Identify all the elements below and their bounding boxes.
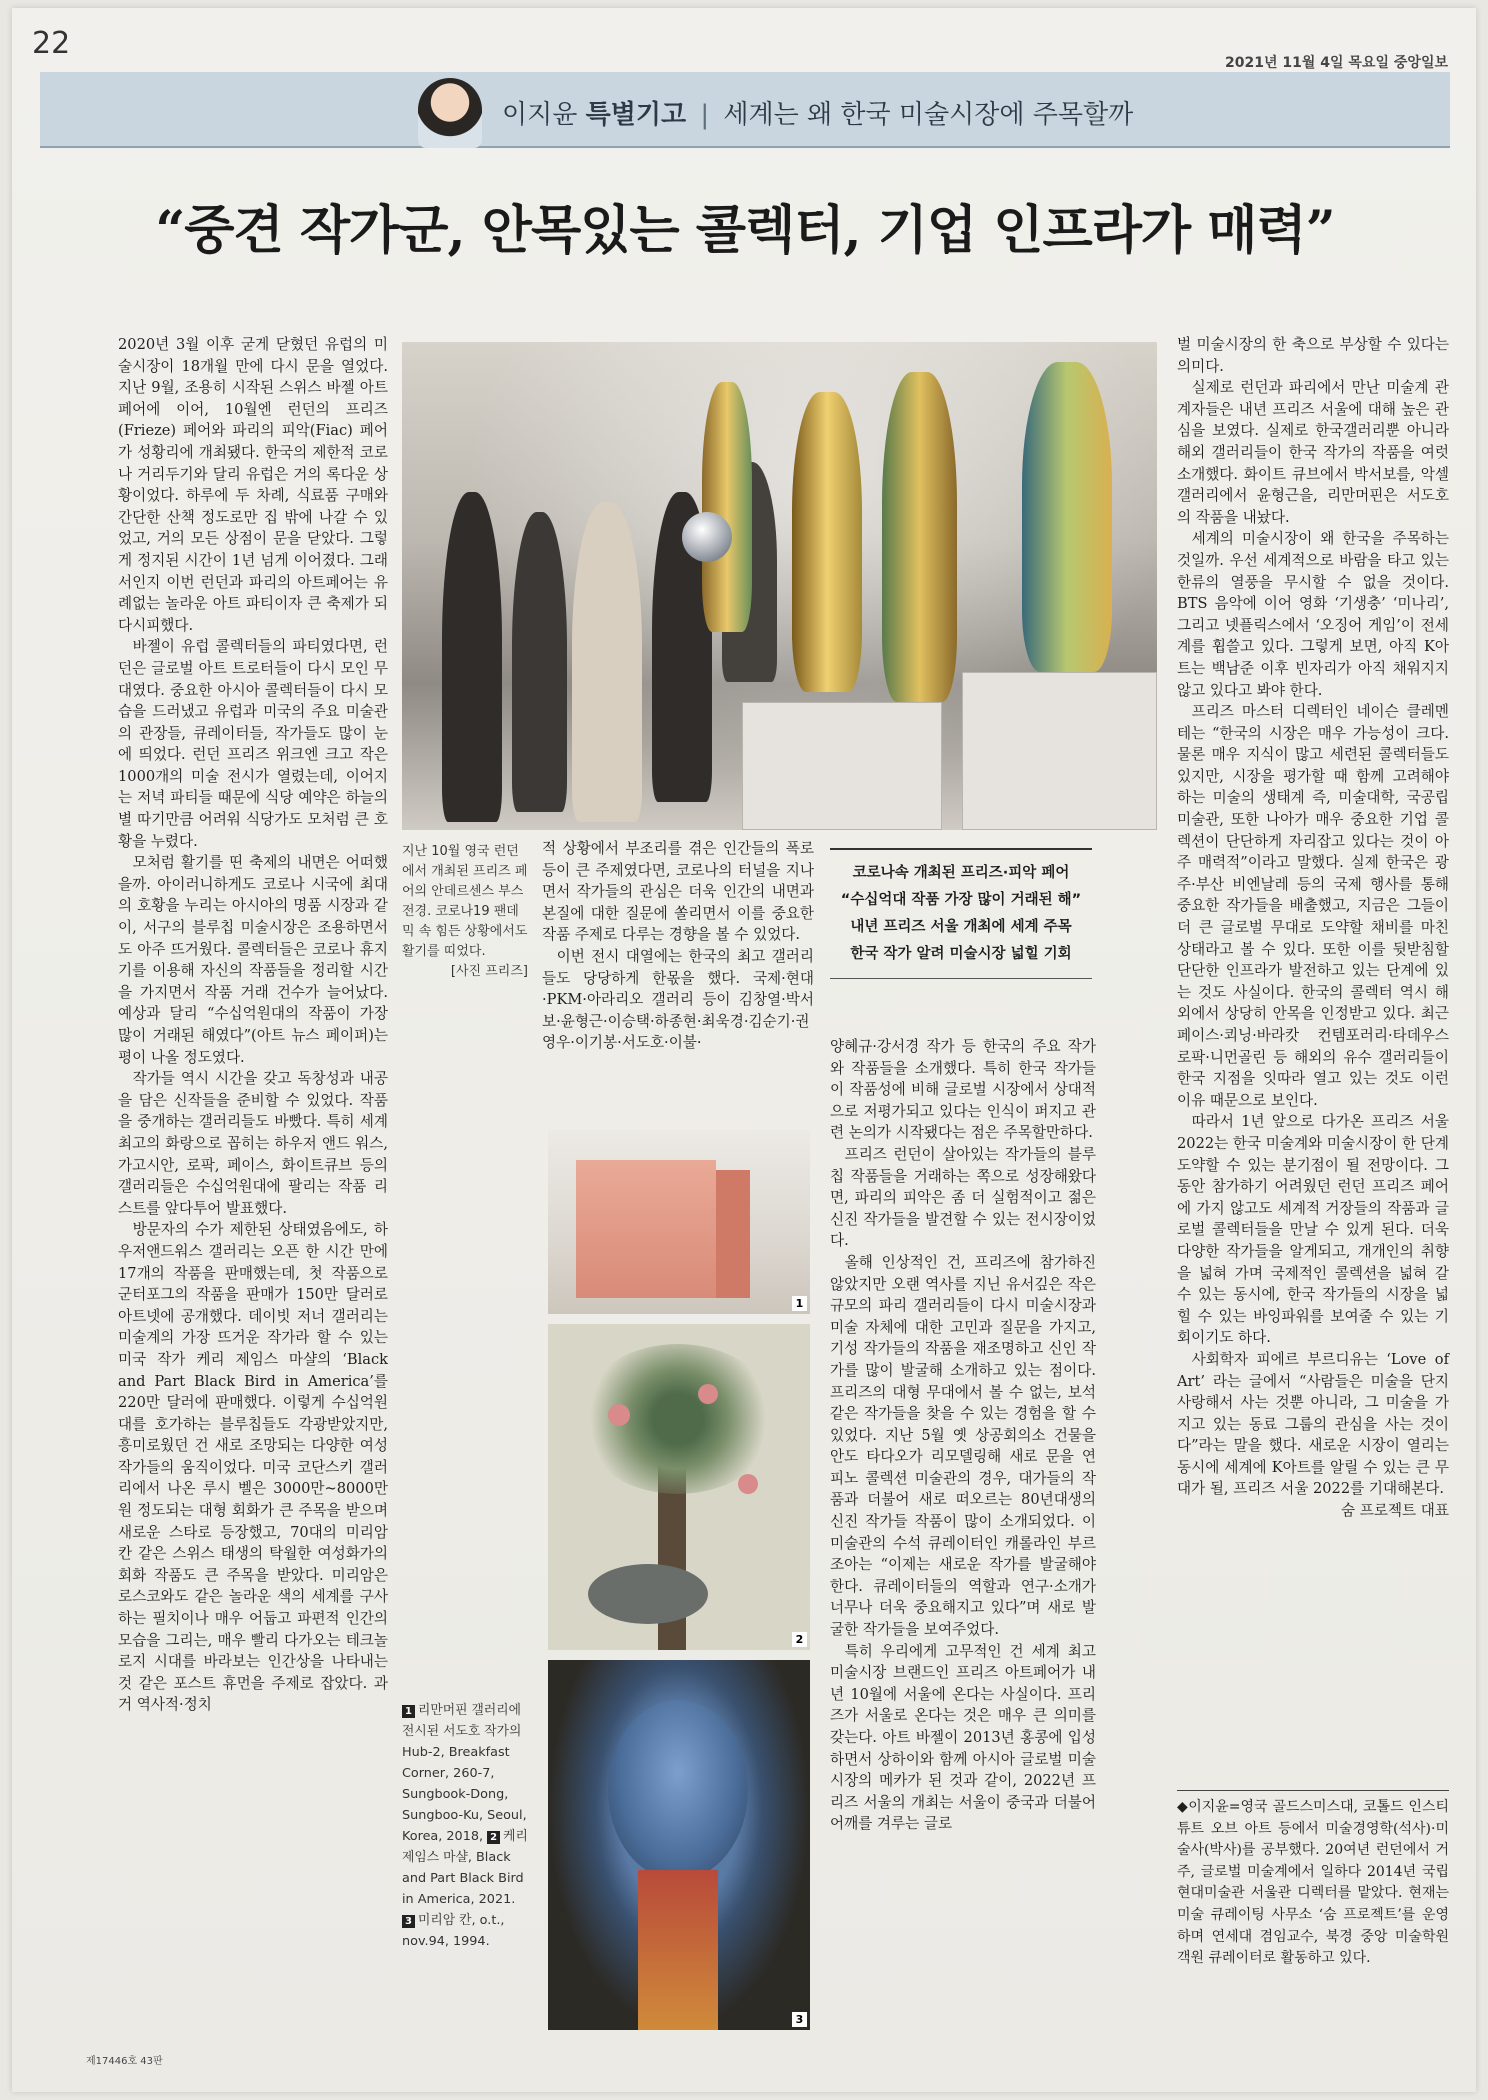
banner-separator: | — [700, 100, 710, 130]
artwork-image-3 — [548, 1660, 810, 2030]
caption-tag: 2 — [487, 1831, 500, 1844]
paragraph: 이번 전시 대열에는 한국의 최고 갤러리들도 당당하게 한몫을 했다. 국제·현대·PKM·아라리오 갤러리 등이 김창열·박서보·윤형근·이승택·하종현·최욱경·김순기·권영우·이기봉·서도호·이불· — [542, 947, 814, 1052]
article-column-4 — [1177, 334, 1449, 1522]
pedestal — [742, 702, 942, 830]
paragraph: 적 상황에서 부조리를 겪은 인간들의 폭로 등이 큰 주제였다면, 코로나의 터널을 지나면서 작가들의 관심은 더욱 인간의 내면과 본질에 대한 질문에 쏠리면서 이를 중요한 작품 주제로 다루는 경향을 볼 수 있었다. — [542, 840, 814, 944]
flower — [698, 1384, 718, 1404]
caption-tag: 1 — [402, 1705, 415, 1718]
sculpture — [792, 392, 862, 692]
sculpture — [1022, 362, 1112, 672]
artwork-caption — [402, 1700, 528, 1952]
banner-title — [502, 94, 1133, 131]
image-number-tag: 2 — [792, 1632, 807, 1647]
artwork-image-1 — [548, 1130, 810, 1314]
author-title: 숨 프로젝트 대표 — [1341, 1502, 1449, 1520]
banner-author: 이지윤 — [502, 100, 578, 130]
masthead: 중앙일보 — [1393, 55, 1448, 71]
visitor-figure — [572, 502, 642, 822]
paragraph: 실제로 런던과 파리에서 만난 미술계 관계자들은 내년 프리즈 서울에 대해 높은 관심을 보였다. 실제로 한국갤러리뿐 아니라 해외 갤러리들이 한국 작가의 작품을 여럿 소개했다. 화이트 큐브에서 박서보를, 악셀 갤러리에서 윤형근을, 리만머핀은 서도호의 작품을 내놨다. — [1177, 379, 1449, 526]
image-number-tag: 3 — [792, 2012, 807, 2027]
caption-item-1: 리만머핀 갤러리에 전시된 서도호 작가의 Hub-2, Breakfast Corner, 260-7, Sungbook-Dong, Sungboo-Ku, Seoul, Korea, 2018, — [402, 1703, 527, 1844]
quote-line: “수십억대 작품 가장 많이 거래된 해” — [840, 892, 1082, 908]
painted-neck — [638, 1870, 718, 2030]
artwork-image-2 — [548, 1324, 810, 1650]
flower — [608, 1404, 630, 1426]
caption-item-2: 케리 제임스 마샬, Black and Part Black Bird in America, 2021. — [402, 1829, 528, 1907]
caption-item-3: 미리암 칸, o.t., nov.94, 1994. — [402, 1913, 505, 1949]
paragraph: 작가들 역시 시간을 갖고 독창성과 내공을 담은 신작들을 준비할 수 있었다. 작품을 중개하는 갤러리들도 바빴다. 특히 세계 최고의 화랑으로 꼽히는 하우저 앤드 워스, 가고시안, 로팍, 페이스, 화이트큐브 등의 갤러리들은 수십억원대에 팔리는 작품 리스트를 앞다투어 발표했다. — [118, 1070, 388, 1217]
flower — [738, 1474, 758, 1494]
paragraph: 따라서 1년 앞으로 다가온 프리즈 서울 2022는 한국 미술계와 미술시장이 한 단계 도약할 수 있는 분기점이 될 전망이다. 그동안 참가하기 어려웠던 런던 프리즈 페어에 가지 않고도 세계적 거장들의 작품과 글로벌 콜렉터들을 만날 수 있게 된다. 더욱 다양한 작가들을 알게되고, 개개인의 취향을 넓혀 가며 국제적인 콜렉션을 넓혀 갈 수 있는 동시에, 한국 작가들의 시장을 넓힐 수 있는 바잉파워를 보여줄 수 있는 기회이기도 하다. — [1177, 1113, 1449, 1347]
quote-line: 내년 프리즈 서울 개최에 세계 주목 — [850, 919, 1072, 935]
painted-head — [608, 1700, 748, 1880]
issue-number: 제17446호 43판 — [86, 2056, 163, 2067]
article-column-2 — [542, 838, 814, 1054]
page-number: 22 — [32, 26, 71, 61]
paragraph: 방문자의 수가 제한된 상태였음에도, 하우저앤드워스 갤러리는 오픈 한 시간 만에 17개의 작품을 판매했는데, 첫 작품으로 군터포그의 작품을 판매가 150만 달러로 아트넷에 공개했다. 데이빗 저너 갤러리는 미술계의 가장 뜨거운 작가라 할 수 있는 미국 작가 케리 제임스 마샬의 ‘Black and Part Black Bird in America’를 220만 달러에 판매했다. 이렇게 수십억원대를 호가하는 블루칩들도 각광받았지만, 흥미로웠던 건 새로 조망되는 다양한 여성 작가들의 움직이었다. 미국 코단스키 갤러리에서 나온 루시 벨은 3000만~8000만원 정도되는 대형 회화가 큰 주목을 받으며 새로운 스타로 등장했고, 70대의 미리암 칸 같은 스위스 태생의 탁월한 여성화가의 회화 작품도 큰 주목을 받았다. 미리암은 로스코와도 같은 놀라운 색의 세계를 구사하는 필치이나 매우 어둡고 파편적 인간의 모습을 그리는, 매우 빨리 다가오는 테크놀로지 시대를 바라보는 인간상을 나타내는 것 같은 포스트 휴먼을 주제로 잡았다. 과거 역사적·정치 — [118, 1221, 388, 1714]
image-number-tag: 1 — [792, 1296, 807, 1311]
dateline — [1225, 52, 1448, 72]
author-avatar — [418, 78, 482, 148]
paragraph: 특히 우리에게 고무적인 건 세계 최고 미술시장 브랜드인 프리즈 아트페어가 내년 10월에 서울에 온다는 사실이다. 프리즈가 서울로 온다는 것은 매우 큰 의미를 갖는다. 아트 바젤이 2013년 홍콩에 입성하면서 상하이와 함께 아시아 글로벌 미술시장의 메카가 된 것과 같이, 2022년 프리즈 서울의 개최는 서울이 중국과 더불어 어깨를 겨루는 글로 — [830, 1642, 1096, 1833]
paragraph: 올해 인상적인 건, 프리즈에 참가하진 않았지만 오랜 역사를 지닌 유서깊은 작은 규모의 파리 갤러리들이 다시 미술시장과 미술 자체에 대한 고민과 질문을 가지고, 기성 작가들의 작품을 재조명하고 신인 작가를 많이 발굴해 소개하고 있는 점이다. 프리즈의 대형 무대에서 볼 수 없는, 보석 같은 작가들을 찾을 수 있는 경험을 할 수 있었다. 지난 5월 옛 상공회의소 건물을 안도 타다오가 리모델링해 새로 문을 연 피노 콜렉션 미술관의 경우, 대가들의 작품과 더불어 새로 떠오르는 80년대생의 신진 작가들 작품이 많이 소개되었다. 이 미술관의 수석 큐레이터인 캐롤라인 부르조아는 “이제는 새로운 작가를 발굴해야 한다. 큐레이터들의 역할과 연구·소개가 너무나 더욱 중요해지고 있다”며 새로 발굴한 작가들을 보여주었다. — [830, 1253, 1096, 1639]
visitor-figure — [442, 492, 502, 822]
paragraph: 프리즈 마스터 디렉터인 네이슨 클레멘테는 “한국의 시장은 매우 가능성이 크다. 물론 매우 지식이 많고 세련된 콜렉터들도 있지만, 시장을 평가할 때 함께 고려해야 하는 미술의 생태계 즉, 미술대학, 국공립 미술관, 또한 나아가 매우 중요한 기업 콜렉션이 단단하게 자리잡고 있다는 것이 아주 매력적”이라고 말했다. 실제 한국은 광주·부산 비엔날레 등의 국제 행사를 통해 중요한 작가들을 배출했고, 지금은 그들이 더 큰 글로벌 무대로 도약할 채비를 마친 상태라고 볼 수 있다. 또한 이를 뒷받침할 단단한 인프라가 발전하고 있는 단계에 있는 것도 사실이다. 한국의 콜렉터 역시 해외에서 상당히 안목을 인정받고 있다. 최근 페이스·쾨닝·바라캇 컨템포러리·타데우스로팍·니먼골린 등 해외의 유수 갤러리들이 한국 지점을 잇따라 열고 있는 것도 이런 이유 때문으로 보인다. — [1177, 703, 1449, 1109]
bird — [588, 1564, 708, 1624]
paragraph: 사회학자 피에르 부르디유는 ‘Love of Art’ 라는 글에서 “사람들은 미술을 단지 사랑해서 사는 것뿐 아니라, 그 미술을 가지고 있는 동료 그룹의 관심을 사는 것이다”라는 말을 했다. 새로운 시장이 열리는 동시에 세계에 K아트를 알릴 수 있는 큰 무대가 될, 프리즈 서울 2022를 기대해본다. — [1177, 1350, 1449, 1498]
date: 2021년 11월 4일 목요일 — [1225, 55, 1390, 71]
quote-line: 코로나속 개최된 프리즈·피악 페어 — [852, 865, 1070, 881]
pedestal — [962, 672, 1157, 830]
headline: “중견 작가군, 안목있는 콜렉터, 기업 인프라가 매력” — [155, 200, 1335, 261]
quote-line: 한국 작가 알려 미술시장 넓힐 기회 — [850, 946, 1072, 962]
paragraph: 2020년 3월 이후 굳게 닫혔던 유럽의 미술시장이 18개월 만에 다시 문을 열었다. 지난 9월, 조용히 시작된 스위스 바젤 아트페어에 이어, 10월엔 런던의 프리즈(Frieze) 페어와 파리의 피악(Fiac) 페어가 성황리에 개최됐다. 한국의 제한적 코로나 거리두기와 달리 유럽은 거의 록다운 상황이었다. 하루에 두 차례, 식료품 구매와 간단한 산책 정도로만 집 밖에 나갈 수 있었고, 거의 모든 상점이 문을 닫았다. 그렇게 정지된 시간이 1년 넘게 이어졌다. 그래서인지 이번 런던과 파리의 아트페어는 유례없는 놀라운 아트 파티이자 큰 축제가 되다시피했다. — [118, 336, 388, 634]
paragraph: 양혜규·강서경 작가 등 한국의 주요 작가와 작품들을 소개했다. 특히 한국 작가들이 작품성에 비해 글로벌 시장에서 상대적으로 저평가되고 있다는 인식이 퍼지고 관련 논의가 시작됐다는 점은 주목할만하다. — [830, 1038, 1096, 1142]
paragraph: 모처럼 활기를 띤 축제의 내면은 어떠했을까. 아이러니하게도 코로나 시국에 최대의 호황을 누리는 아시아의 명품 시장과 같이, 서구의 블루칩 미술시장은 조용하면서도 아주 뜨거웠다. 콜렉터들은 코로나 휴지기를 이용해 자신의 작품들을 정리할 시간을 가지면서 작품 거래 건수가 늘어났다. 예상과 달리 “수십억원대의 작품이 가장 많이 거래된 해였다”(아트 뉴스 페이퍼)는 평이 나올 정도였다. — [118, 854, 388, 1066]
paragraph: 바젤이 유럽 콜렉터들의 파티였다면, 런던은 글로벌 아트 트로터들이 다시 모인 무대였다. 중요한 아시아 콜렉터들이 다시 모습을 드러냈고 유럽과 미국의 주요 미술관의 관장들, 큐레이터들, 작가들도 많이 눈에 띄었다. 런던 프리즈 위크엔 크고 작은 1000개의 미술 전시가 열렸는데, 이어지는 저녁 파티들 때문에 식당 예약은 하늘의 별 따기만큼 어려워 식당가도 모처럼 큰 호황을 누렸다. — [118, 638, 388, 850]
banner-kind: 특별기고 — [585, 100, 687, 130]
caption-tag: 3 — [402, 1915, 415, 1928]
photo-caption-text: 지난 10월 영국 런던에서 개최된 프리즈 페어의 안데르센스 부스 전경. 코로나19 팬데믹 속 힘든 상황에서도 활기를 띠었다. — [402, 844, 528, 959]
paragraph: 벌 미술시장의 한 축으로 부상할 수 있다는 의미다. — [1177, 336, 1449, 375]
article-column-1 — [118, 334, 388, 1716]
photo-caption — [402, 842, 528, 982]
photo-credit: [사진 프리즈] — [450, 964, 528, 979]
visitor-figure — [512, 512, 567, 812]
paragraph: 프리즈 런던이 살아있는 작가들의 블루칩 작품들을 거래하는 쪽으로 성장해왔다면, 파리의 피악은 좀 더 실험적이고 젊은 신진 작가들을 발견할 수 있는 전시장이었다. — [830, 1145, 1096, 1250]
column-banner — [40, 72, 1450, 148]
chrome-sphere — [682, 512, 732, 562]
pink-fabric-structure — [576, 1160, 716, 1298]
sculpture — [702, 382, 752, 632]
banner-series: 세계는 왜 한국 미술시장에 주목할까 — [723, 100, 1134, 130]
sculpture — [882, 372, 957, 702]
paragraph: 세계의 미술시장이 왜 한국을 주목하는 것일까. 우선 세계적으로 바람을 타고 있는 한류의 열풍을 무시할 수 없을 것이다. BTS 음악에 이어 영화 ‘기생충’ ‘미나리’, 그리고 넷플릭스에서 ‘오징어 게임’이 전세계를 휩쓸고 있다. 그렇게 보면, 아직 K아트는 백남준 이후 빈자리가 아직 채워지지 않고 있다고 봐야 한다. — [1177, 530, 1449, 699]
fair-photo — [402, 342, 1157, 830]
pink-fabric-structure-side — [716, 1170, 750, 1298]
pull-quote — [830, 848, 1092, 979]
author-bio: ◆이지윤=영국 골드스미스대, 코톨드 인스티튜트 오브 아트 등에서 미술경영학(석사)·미술사(박사)를 공부했다. 20여년 런던에서 거주, 글로벌 미술계에서 일하다 2014년 국립현대미술관 서울관 디렉터를 맡았다. 현재는 미술 큐레이팅 사무소 ‘숨 프로젝트’를 운영하며 연세대 겸임교수, 북경 중앙 미술학원 객원 큐레이터로 활동하고 있다. — [1177, 1790, 1449, 1970]
article-column-3 — [830, 1036, 1096, 1835]
